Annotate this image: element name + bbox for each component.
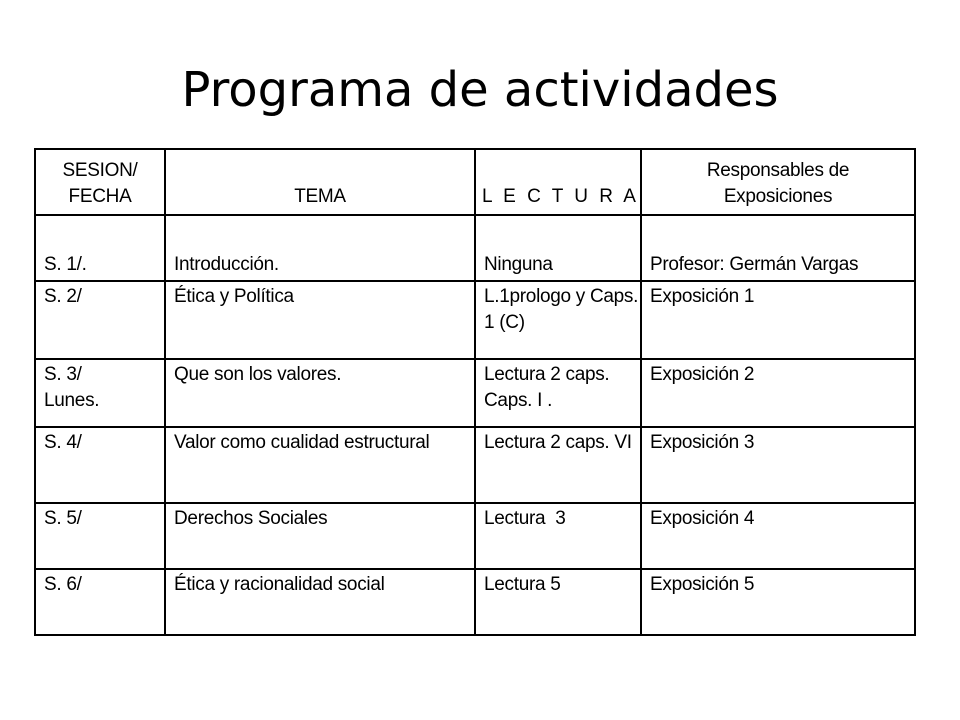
cell-responsable bbox=[641, 427, 915, 503]
cell-responsable bbox=[641, 281, 915, 359]
tema-text: Que son los valores. bbox=[174, 364, 342, 385]
responsable-text: Exposición 3 bbox=[650, 432, 755, 453]
tema-text: Derechos Sociales bbox=[174, 508, 328, 529]
cell-sesion bbox=[35, 359, 165, 427]
cell-sesion bbox=[35, 281, 165, 359]
lectura-text: Ninguna bbox=[484, 254, 553, 275]
cell-tema bbox=[165, 359, 475, 427]
responsable-text: Exposición 5 bbox=[650, 574, 755, 595]
header-sesion-fecha bbox=[35, 149, 165, 215]
cell-tema bbox=[165, 281, 475, 359]
lectura-text: 1 (C) bbox=[484, 312, 525, 333]
cell-sesion bbox=[35, 427, 165, 503]
cell-responsable bbox=[641, 215, 915, 281]
cell-responsable bbox=[641, 569, 915, 635]
sesion-text: S. 5/ bbox=[44, 508, 82, 529]
cell-lectura bbox=[475, 215, 641, 281]
sesion-text: S. 4/ bbox=[44, 432, 82, 453]
responsable-text: Exposición 1 bbox=[650, 286, 755, 307]
tema-text: Valor como cualidad estructural bbox=[174, 432, 430, 453]
cell-lectura bbox=[475, 281, 641, 359]
responsable-text: Exposición 4 bbox=[650, 508, 755, 529]
activities-table bbox=[34, 148, 916, 636]
header-lectura bbox=[475, 149, 641, 215]
responsable-text: Exposición 2 bbox=[650, 364, 755, 385]
sesion-text: S. 2/ bbox=[44, 286, 82, 307]
cell-lectura bbox=[475, 359, 641, 427]
header-tema bbox=[165, 149, 475, 215]
cell-responsable bbox=[641, 359, 915, 427]
header-tema-label: TEMA bbox=[294, 186, 346, 207]
table-row bbox=[35, 503, 915, 569]
cell-lectura bbox=[475, 503, 641, 569]
tema-text: Ética y racionalidad social bbox=[174, 574, 385, 595]
table-row bbox=[35, 427, 915, 503]
activities-table-container bbox=[34, 148, 914, 636]
table-row bbox=[35, 569, 915, 635]
lectura-text: L.1prologo y Caps. bbox=[484, 286, 639, 307]
cell-tema bbox=[165, 569, 475, 635]
header-fecha-label: FECHA bbox=[68, 186, 132, 207]
cell-lectura bbox=[475, 427, 641, 503]
cell-responsable bbox=[641, 503, 915, 569]
tema-text: Ética y Política bbox=[174, 286, 294, 307]
sesion-day-text: Lunes. bbox=[44, 390, 100, 411]
tema-text: Introducción. bbox=[174, 254, 279, 275]
header-sesion-label: SESION/ bbox=[62, 160, 138, 181]
sesion-text: S. 3/ bbox=[44, 364, 82, 385]
cell-tema bbox=[165, 215, 475, 281]
cell-tema bbox=[165, 503, 475, 569]
lectura-text: Lectura 2 caps. VI bbox=[484, 432, 632, 453]
table-header-row bbox=[35, 149, 915, 215]
responsable-text: Profesor: Germán Vargas bbox=[650, 254, 859, 275]
sesion-text: S. 1/. bbox=[44, 254, 87, 275]
slide-title: Programa de actividades bbox=[181, 62, 779, 118]
header-lectura-label: L E C T U R A bbox=[482, 186, 639, 207]
cell-lectura bbox=[475, 569, 641, 635]
table-row bbox=[35, 215, 915, 281]
cell-sesion bbox=[35, 503, 165, 569]
lectura-text: Lectura 5 bbox=[484, 574, 561, 595]
lectura-text: Lectura 2 caps. bbox=[484, 364, 610, 385]
table-row bbox=[35, 359, 915, 427]
header-exposiciones-label: Exposiciones bbox=[723, 186, 833, 207]
sesion-text: S. 6/ bbox=[44, 574, 82, 595]
cell-sesion bbox=[35, 569, 165, 635]
header-responsables bbox=[641, 149, 915, 215]
cell-sesion bbox=[35, 215, 165, 281]
lectura-text: Caps. I . bbox=[484, 390, 553, 411]
table-row bbox=[35, 281, 915, 359]
cell-tema bbox=[165, 427, 475, 503]
header-responsables-label: Responsables de bbox=[706, 160, 850, 181]
lectura-text: Lectura 3 bbox=[484, 508, 566, 529]
